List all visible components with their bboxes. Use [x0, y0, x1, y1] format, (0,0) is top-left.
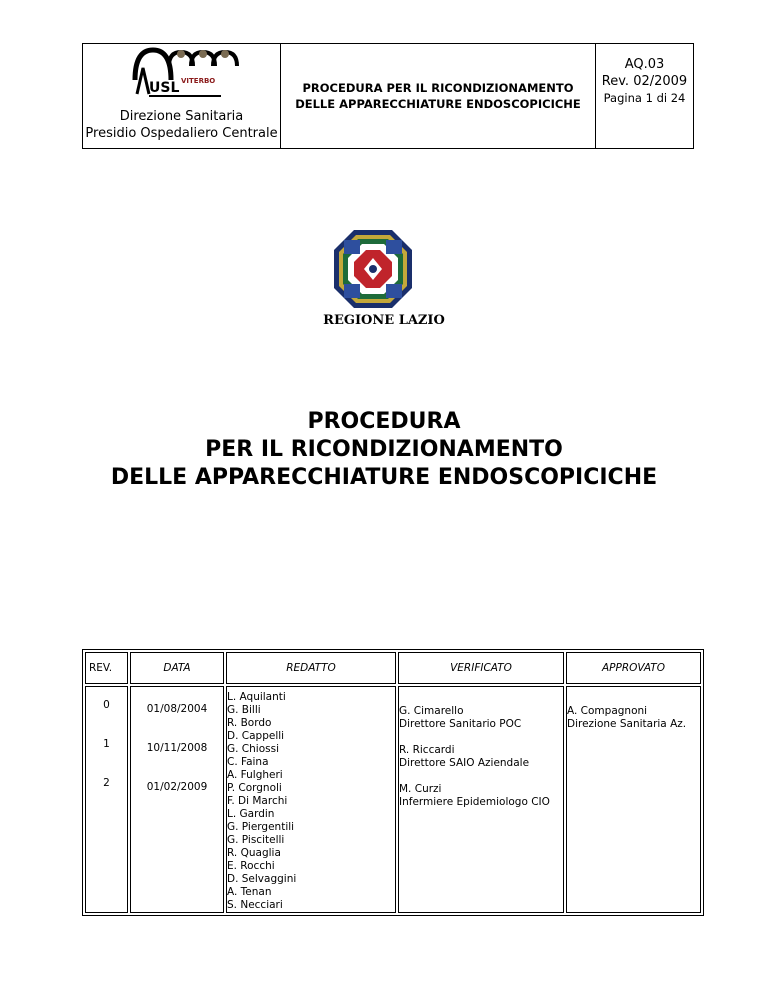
- list-item: D. Cappelli: [227, 730, 285, 742]
- date-column: [130, 686, 224, 913]
- list-item: G. Piscitelli: [227, 834, 285, 846]
- rev-column: [85, 686, 128, 913]
- approvato-column: [566, 686, 701, 913]
- header-verificato: VERIFICATO: [398, 652, 564, 684]
- document-header: [82, 43, 694, 149]
- verifier-role: Direttore SAIO Aziendale: [399, 757, 530, 769]
- verifier-role: Direttore Sanitario POC: [399, 718, 522, 730]
- rev-0: 0: [103, 699, 110, 711]
- verifier-name: R. Riccardi: [399, 744, 455, 756]
- approver-role: Direzione Sanitaria Az.: [567, 718, 687, 730]
- header-approvato: APPROVATO: [566, 652, 701, 684]
- date-1: 10/11/2008: [146, 742, 208, 754]
- main-title: [0, 408, 768, 492]
- list-item: A. Fulgheri: [227, 769, 283, 781]
- list-item: L. Aquilanti: [227, 691, 286, 703]
- date-2: 01/02/2009: [146, 781, 208, 793]
- list-item: E. Rocchi: [227, 860, 275, 872]
- doc-revision: Rev. 02/2009: [601, 74, 688, 89]
- header-title-line-2: DELLE APPARECCHIATURE ENDOSCOPICICHE: [295, 97, 581, 111]
- verifier-entry: [399, 783, 563, 809]
- header-title-line-1: PROCEDURA PER IL RICONDIZIONAMENTO: [302, 81, 574, 95]
- region-label: REGIONE LAZIO: [323, 313, 445, 328]
- usl-viterbo-logo: [129, 46, 249, 104]
- list-item: P. Corgnoli: [227, 782, 282, 794]
- org-line-1: Direzione Sanitaria: [119, 109, 244, 124]
- list-item: G. Billi: [227, 704, 261, 716]
- logo-viterbo-text: VITERBO: [181, 77, 216, 85]
- list-item: D. Selvaggini: [227, 873, 297, 885]
- header-code-cell: [596, 44, 693, 148]
- table-header-row: [85, 652, 701, 684]
- list-item: F. Di Marchi: [227, 795, 288, 807]
- approver-name: A. Compagnoni: [567, 705, 648, 717]
- main-title-line-2: PER IL RICONDIZIONAMENTO: [205, 437, 563, 462]
- redatto-column: [226, 686, 396, 913]
- list-item: R. Quaglia: [227, 847, 281, 859]
- main-title-line-3: DELLE APPARECCHIATURE ENDOSCOPICICHE: [110, 465, 658, 490]
- logo-usl-text: USL: [149, 80, 180, 96]
- list-item: R. Bordo: [227, 717, 272, 729]
- list-item: G. Chiossi: [227, 743, 279, 755]
- header-title: [295, 80, 581, 112]
- header-data: DATA: [130, 652, 224, 684]
- org-line-2: Presidio Ospedaliero Centrale: [85, 126, 278, 141]
- table-body-row: [85, 686, 701, 913]
- rev-2: 2: [103, 777, 110, 789]
- header-rev: REV.: [85, 652, 128, 684]
- header-title-cell: [281, 44, 596, 148]
- list-item: C. Faina: [227, 756, 269, 768]
- date-0: 01/08/2004: [146, 703, 208, 715]
- regione-lazio-emblem: [334, 230, 412, 308]
- revision-table: [82, 649, 704, 916]
- rev-1: 1: [103, 738, 110, 750]
- verifier-name: M. Curzi: [399, 783, 442, 795]
- list-item: G. Piergentili: [227, 821, 295, 833]
- verifier-name: G. Cimarello: [399, 705, 464, 717]
- verifier-entry: [399, 744, 563, 783]
- list-item: S. Necciari: [227, 899, 283, 911]
- verifier-entry: [399, 705, 563, 744]
- main-title-line-1: PROCEDURA: [307, 409, 461, 434]
- verifier-role: Infermiere Epidemiologo CIO: [399, 796, 550, 808]
- list-item: A. Tenan: [227, 886, 272, 898]
- org-name: [83, 108, 280, 142]
- verificato-column: [398, 686, 564, 913]
- redatto-list: [227, 687, 395, 912]
- list-item: L. Gardin: [227, 808, 275, 820]
- header-org-cell: [83, 44, 281, 148]
- header-redatto: REDATTO: [226, 652, 396, 684]
- page-indicator: Pagina 1 di 24: [603, 91, 686, 105]
- doc-code: AQ.03: [624, 57, 665, 72]
